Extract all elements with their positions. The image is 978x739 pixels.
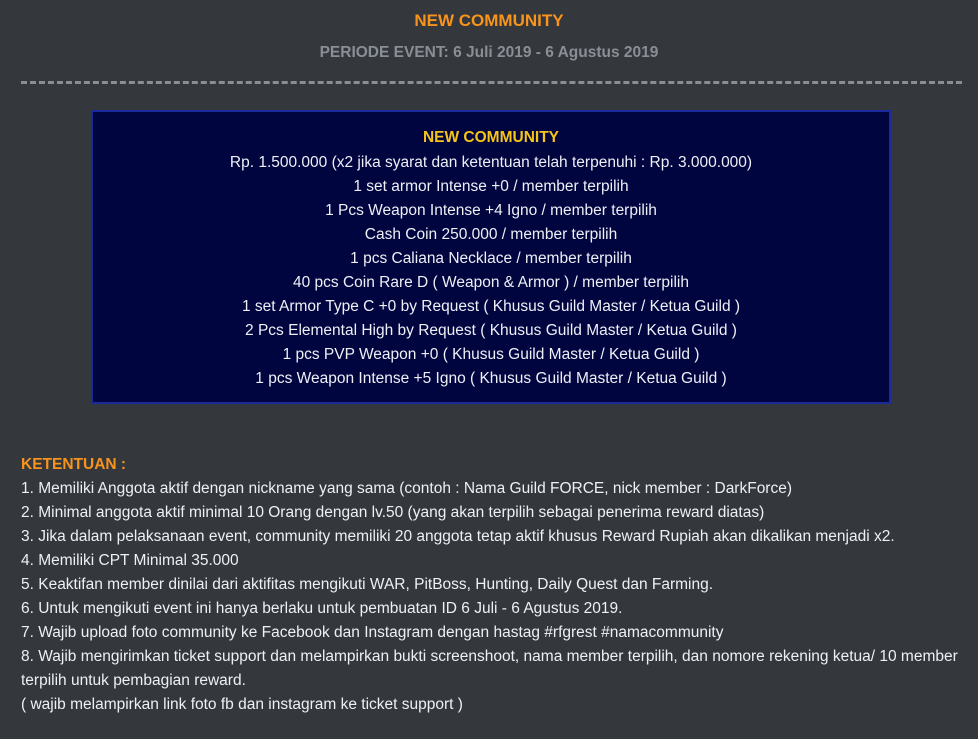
reward-item: 40 pcs Coin Rare D ( Weapon & Armor ) / member terpilih	[293, 274, 689, 291]
terms-item: 6. Untuk mengikuti event ini hanya berlaku untuk pembuatan ID 6 Juli - 6 Agustus 2019.	[21, 600, 623, 617]
reward-item: 1 pcs Caliana Necklace / member terpilih	[350, 250, 632, 267]
reward-item: 1 Pcs Weapon Intense +4 Igno / member terpilih	[325, 202, 657, 219]
terms-item: 1. Memiliki Anggota aktif dengan nickname yang sama (contoh : Nama Guild FORCE, nick member : DarkForce)	[21, 480, 793, 497]
terms-item: 5. Keaktifan member dinilai dari aktifitas mengikuti WAR, PitBoss, Hunting, Daily Quest dan Farming.	[21, 576, 714, 593]
terms-note: ( wajib melampirkan link foto fb dan instagram ke ticket support )	[21, 696, 463, 713]
reward-list	[93, 151, 889, 391]
terms-item: 3. Jika dalam pelaksanaan event, community memiliki 20 anggota tetap aktif khusus Reward Rupiah akan dikalikan menjadi x2.	[21, 528, 895, 545]
reward-item: 1 set Armor Type C +0 by Request ( Khusus Guild Master / Ketua Guild )	[241, 298, 741, 315]
reward-item: Rp. 1.500.000 (x2 jika syarat dan ketentuan telah terpenuhi : Rp. 3.000.000)	[229, 154, 753, 171]
terms-item: 8. Wajib mengirimkan ticket support dan melampirkan bukti screenshoot, nama member terpilih, dan nomore rekening ketua/ 10 member terpilih untuk pembagian reward.	[21, 648, 958, 689]
dashed-divider	[21, 81, 962, 84]
terms-list	[21, 477, 961, 693]
page-title: NEW COMMUNITY	[414, 11, 564, 30]
terms-heading: KETENTUAN :	[21, 456, 127, 473]
reward-item: 1 pcs PVP Weapon +0 ( Khusus Guild Master / Ketua Guild )	[282, 346, 700, 363]
terms-item: 2. Minimal anggota aktif minimal 10 Orang dengan lv.50 (yang akan terpilih sebagai penerima reward diatas)	[21, 504, 765, 521]
reward-box	[91, 110, 891, 404]
reward-item: 2 Pcs Elemental High by Request ( Khusus Guild Master / Ketua Guild )	[245, 322, 737, 339]
terms-section	[21, 453, 961, 717]
event-period: PERIODE EVENT: 6 Juli 2019 - 6 Agustus 2019	[319, 44, 659, 61]
reward-item: 1 set armor Intense +0 / member terpilih	[353, 178, 629, 195]
terms-item: 7. Wajib upload foto community ke Facebook dan Instagram dengan hastag #rfgrest #namacommunity	[21, 624, 724, 641]
reward-item: Cash Coin 250.000 / member terpilih	[364, 226, 618, 243]
terms-item: 4. Memiliki CPT Minimal 35.000	[21, 552, 239, 569]
reward-title: NEW COMMUNITY	[422, 129, 560, 146]
reward-item: 1 pcs Weapon Intense +5 Igno ( Khusus Guild Master / Ketua Guild )	[255, 370, 727, 387]
